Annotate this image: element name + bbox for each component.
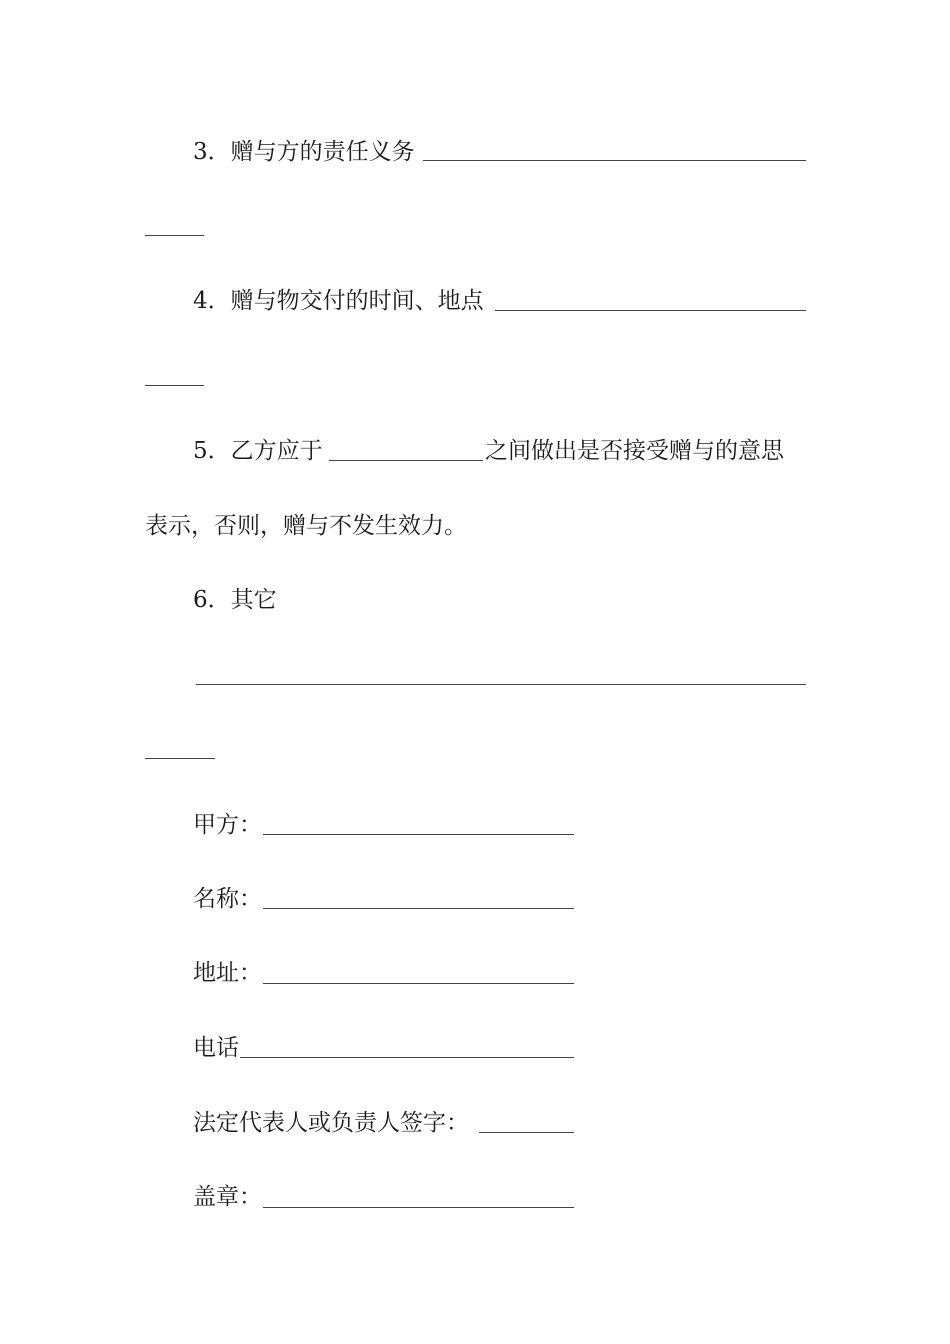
name-label: 名称： [193, 886, 262, 912]
seal-blank [263, 1207, 574, 1208]
item-3-label: 3．赠与方的责任义务 [193, 139, 415, 165]
item-3-blank [423, 160, 806, 161]
item-5-text-after: 之间做出是否接受赠与的意思 [485, 438, 784, 464]
item-3-blank-cont [145, 235, 204, 236]
item-5-text-before: 5．乙方应于 [193, 438, 323, 464]
seal-label: 盖章： [193, 1184, 262, 1210]
item-6-blank-cont [145, 758, 215, 759]
item-4-label: 4．赠与物交付的时间、地点 [193, 288, 484, 314]
address-blank [263, 983, 574, 984]
address-label: 地址： [193, 960, 262, 986]
item-5-text-cont: 表示，否则，赠与不发生效力。 [145, 513, 467, 539]
phone-blank [240, 1057, 574, 1058]
phone-label: 电话 [193, 1035, 239, 1061]
item-6-label: 6．其它 [193, 587, 277, 613]
name-blank [263, 908, 574, 909]
item-5-blank [329, 460, 483, 461]
item-4-blank-cont [145, 385, 204, 386]
signature-label: 法定代表人或负责人签字： [193, 1110, 469, 1136]
item-4-blank [495, 310, 806, 311]
item-6-blank [196, 684, 806, 685]
signature-blank [479, 1132, 574, 1133]
party-a-blank [263, 834, 574, 835]
party-a-label: 甲方： [193, 812, 262, 838]
